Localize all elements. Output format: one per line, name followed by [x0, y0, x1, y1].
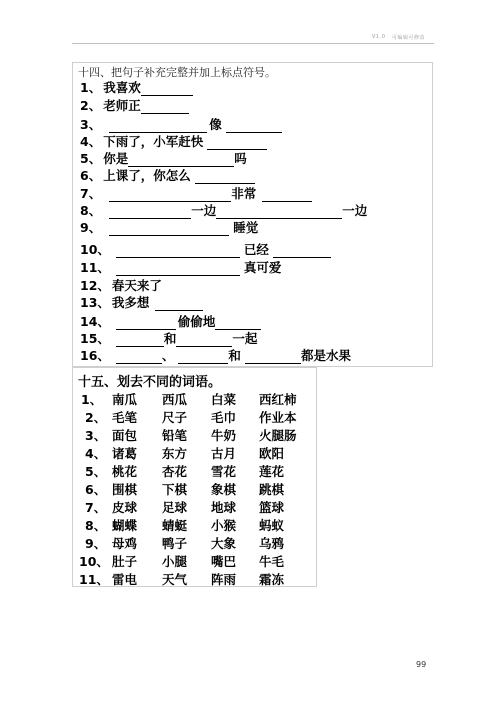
sentence-row-6	[80, 166, 255, 184]
word[interactable]: 雷电	[112, 572, 138, 587]
word[interactable]: 东方	[162, 446, 188, 461]
item-number: 5、	[85, 464, 107, 479]
fill-blank[interactable]	[155, 298, 203, 311]
sentence-row-14	[80, 312, 261, 330]
sentence-text: 一边	[342, 203, 368, 218]
word[interactable]: 南瓜	[112, 392, 138, 407]
sentence-text: 已经	[243, 242, 269, 257]
sentence-row-10	[80, 240, 331, 258]
item-number: 15、	[80, 331, 110, 346]
word[interactable]: 下棋	[162, 482, 188, 497]
sentence-row-1	[80, 78, 193, 96]
item-number: 3、	[85, 428, 107, 443]
sentence-text: 和	[228, 348, 241, 363]
item-number: 7、	[85, 500, 107, 515]
item-number: 11、	[80, 260, 110, 275]
sentence-text: 真可爱	[243, 260, 282, 275]
word[interactable]: 象棋	[211, 482, 237, 497]
word[interactable]: 天气	[162, 572, 188, 587]
item-number: 6、	[80, 168, 102, 183]
sentence-row-7	[80, 184, 312, 202]
header-version: V1.0	[372, 34, 386, 40]
word[interactable]: 诸葛	[112, 446, 138, 461]
word[interactable]: 雪花	[211, 464, 237, 479]
word[interactable]: 尺子	[162, 410, 188, 425]
word[interactable]: 铅笔	[162, 428, 188, 443]
word[interactable]: 地球	[211, 500, 237, 515]
word[interactable]: 西红柿	[259, 392, 297, 407]
sentence-text: 睡觉	[233, 220, 259, 235]
word[interactable]: 牛奶	[211, 428, 237, 443]
word[interactable]: 足球	[162, 500, 188, 515]
item-number: 14、	[80, 314, 110, 329]
fill-blank[interactable]	[178, 351, 228, 364]
word[interactable]: 鸭子	[162, 536, 188, 551]
item-number: 1、	[81, 392, 103, 407]
word[interactable]: 白菜	[211, 392, 237, 407]
item-number: 1、	[80, 80, 102, 95]
word[interactable]: 毛笔	[112, 410, 138, 425]
word[interactable]: 阵雨	[211, 572, 237, 587]
word[interactable]: 作业本	[259, 410, 297, 425]
item-number: 8、	[85, 518, 107, 533]
word[interactable]: 桃花	[112, 464, 138, 479]
word[interactable]: 莲花	[259, 464, 285, 479]
fill-blank[interactable]	[245, 351, 301, 364]
item-number: 13、	[80, 295, 110, 310]
item-number: 5、	[80, 151, 102, 166]
word[interactable]: 嘴巴	[211, 554, 237, 569]
sentence-text: 老师正	[103, 98, 141, 113]
item-number: 12、	[80, 278, 110, 293]
sentence-text: 、	[161, 348, 175, 363]
sentence-text: 春天来了	[111, 278, 162, 293]
sentence-text: 都是水果	[300, 348, 351, 363]
word[interactable]: 小猴	[211, 518, 237, 533]
item-number: 9、	[80, 220, 102, 235]
word[interactable]: 乌鸦	[259, 536, 285, 551]
sentence-row-4	[80, 132, 267, 150]
word[interactable]: 牛毛	[259, 554, 285, 569]
item-number: 4、	[85, 446, 107, 461]
item-number: 10、	[79, 554, 109, 569]
fill-blank[interactable]	[273, 245, 331, 258]
fill-blank[interactable]	[141, 83, 193, 96]
section-15-title: 十五、划去不同的词语。	[78, 375, 222, 390]
word[interactable]: 古月	[211, 446, 237, 461]
word[interactable]: 面包	[112, 428, 138, 443]
sentence-text: 一边	[191, 203, 217, 218]
sentence-row-9	[80, 218, 258, 236]
item-number: 2、	[85, 410, 107, 425]
fill-blank[interactable]	[116, 351, 162, 364]
fill-blank[interactable]	[116, 245, 240, 258]
sentence-row-15	[80, 329, 257, 347]
header-divider	[72, 43, 434, 44]
sentence-text: 偷偷地	[177, 314, 216, 329]
item-number: 11、	[79, 572, 109, 587]
sentence-row-5	[80, 149, 247, 167]
word[interactable]: 母鸡	[112, 536, 138, 551]
fill-blank[interactable]	[116, 263, 240, 276]
sentence-text: 上课了，你怎么	[103, 168, 191, 183]
word[interactable]: 小腿	[162, 554, 188, 569]
item-number: 4、	[80, 134, 102, 149]
word[interactable]: 篮球	[259, 500, 285, 515]
section-14-title: 十四、把句子补充完整并加上标点符号。	[78, 66, 276, 79]
item-number: 9、	[85, 536, 107, 551]
sentence-row-8	[80, 201, 367, 219]
sentence-text: 我多想	[111, 295, 150, 310]
word[interactable]: 欧阳	[259, 446, 285, 461]
word[interactable]: 大象	[211, 536, 237, 551]
word[interactable]: 火腿肠	[259, 428, 297, 443]
sentence-row-3	[80, 115, 282, 133]
word[interactable]: 蚂蚁	[259, 518, 285, 533]
sentence-row-12	[80, 276, 162, 294]
word[interactable]: 霜冻	[259, 572, 285, 587]
sentence-text: 一起	[232, 331, 258, 346]
sentence-text: 非常	[231, 186, 257, 201]
sentence-row-11	[80, 258, 281, 276]
sentence-row-16	[80, 346, 351, 364]
word[interactable]: 杏花	[162, 464, 188, 479]
sentence-text: 吗	[234, 151, 247, 166]
header-note: 可编辑可修改	[392, 35, 426, 41]
word[interactable]: 蝴蝶	[112, 518, 138, 533]
item-number: 3、	[80, 117, 102, 132]
word[interactable]: 皮球	[112, 500, 138, 515]
item-number: 6、	[85, 482, 107, 497]
fill-blank[interactable]	[109, 223, 229, 236]
sentence-text: 和	[163, 331, 177, 346]
sentence-text: 我喜欢	[103, 80, 141, 95]
sentence-text: 你是	[103, 151, 129, 166]
fill-blank[interactable]	[141, 101, 189, 114]
item-number: 8、	[80, 203, 102, 218]
fill-blank[interactable]	[195, 171, 255, 184]
page-number: 99	[416, 660, 427, 669]
sentence-row-2	[80, 96, 189, 114]
word[interactable]: 毛巾	[211, 410, 237, 425]
item-number: 10、	[80, 242, 110, 257]
item-number: 16、	[80, 348, 110, 363]
sentence-text: 像	[209, 117, 222, 132]
item-number: 7、	[80, 186, 102, 201]
word[interactable]: 肚子	[112, 554, 138, 569]
word[interactable]: 围棋	[112, 482, 138, 497]
word[interactable]: 跳棋	[259, 482, 285, 497]
word[interactable]: 西瓜	[162, 392, 188, 407]
word[interactable]: 蜻蜓	[162, 518, 188, 533]
sentence-text: 下雨了，小军赶快	[103, 134, 204, 149]
sentence-row-13	[80, 293, 203, 311]
item-number: 2、	[80, 98, 102, 113]
